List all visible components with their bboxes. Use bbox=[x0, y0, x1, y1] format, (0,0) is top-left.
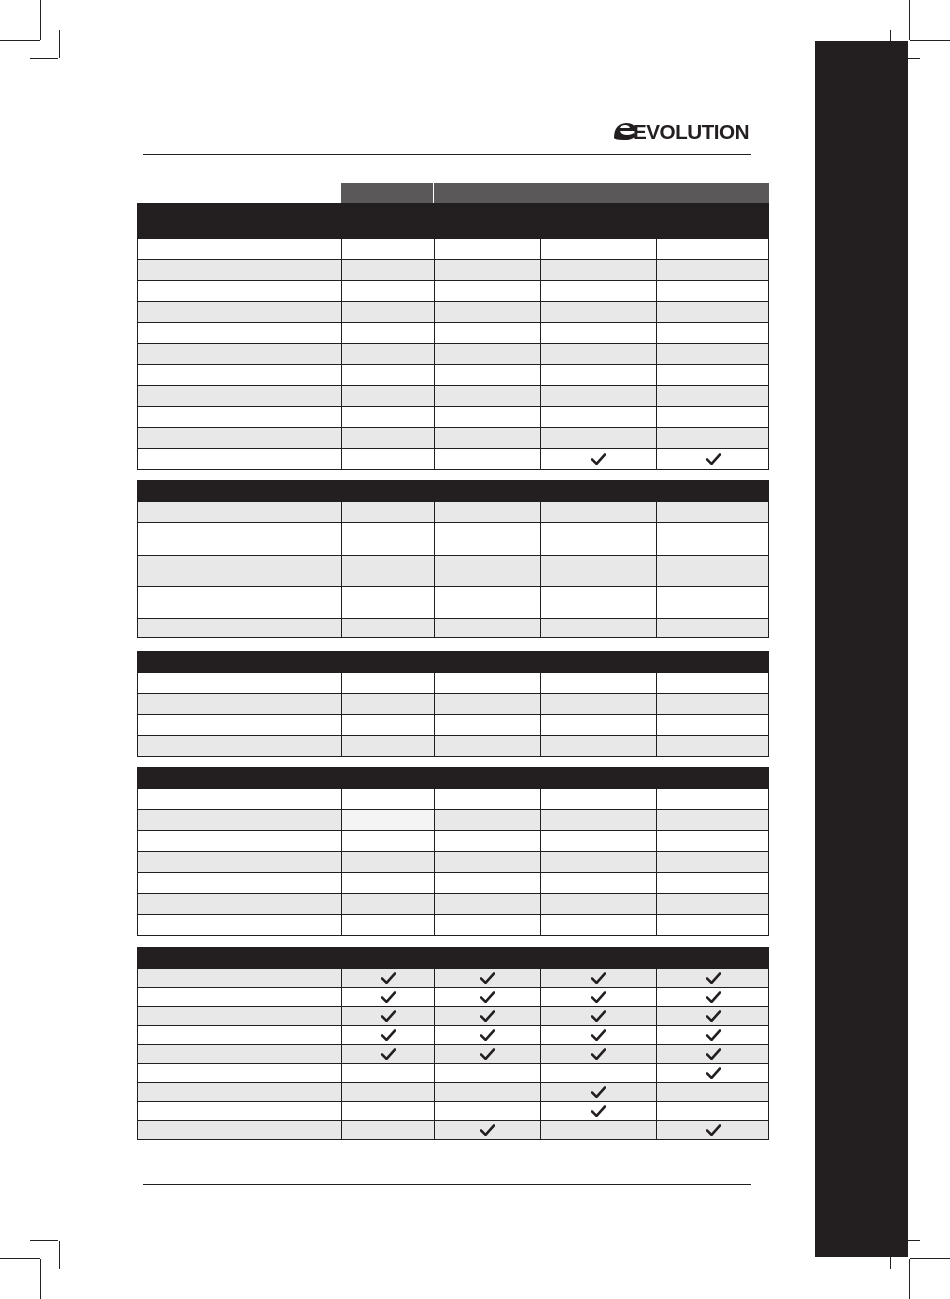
value-cell bbox=[434, 587, 540, 618]
table-row bbox=[137, 556, 769, 587]
value-cell bbox=[656, 1102, 769, 1120]
value-cell bbox=[434, 1102, 540, 1120]
value-cell bbox=[341, 323, 434, 343]
value-cell bbox=[656, 502, 769, 522]
value-cell bbox=[434, 260, 540, 280]
value-cell bbox=[656, 1026, 769, 1044]
table-row bbox=[137, 323, 769, 344]
table-row bbox=[137, 873, 769, 894]
value-cell bbox=[341, 969, 434, 987]
value-cell bbox=[434, 673, 540, 693]
row-label-cell bbox=[137, 281, 341, 301]
value-cell bbox=[434, 344, 540, 364]
value-cell bbox=[341, 502, 434, 522]
value-cell bbox=[656, 260, 769, 280]
value-cell bbox=[540, 736, 656, 756]
value-cell bbox=[434, 873, 540, 893]
row-label-cell bbox=[137, 587, 341, 618]
row-label-cell bbox=[137, 969, 341, 987]
value-cell bbox=[434, 1045, 540, 1063]
row-label-cell bbox=[137, 831, 341, 851]
value-cell bbox=[540, 523, 656, 555]
value-cell bbox=[656, 915, 769, 935]
section-header-band bbox=[137, 651, 769, 673]
value-cell bbox=[656, 736, 769, 756]
value-cell bbox=[434, 281, 540, 301]
value-cell bbox=[540, 831, 656, 851]
value-cell bbox=[540, 1064, 656, 1082]
table-row bbox=[137, 302, 769, 323]
value-cell bbox=[656, 365, 769, 385]
value-cell bbox=[656, 1007, 769, 1025]
row-label-cell bbox=[137, 1083, 341, 1101]
value-cell bbox=[540, 1007, 656, 1025]
check-icon bbox=[591, 1086, 606, 1098]
table-row bbox=[137, 852, 769, 873]
value-cell bbox=[656, 810, 769, 830]
table-row bbox=[137, 386, 769, 407]
value-cell bbox=[434, 323, 540, 343]
value-cell bbox=[540, 260, 656, 280]
value-cell bbox=[656, 1083, 769, 1101]
value-cell bbox=[540, 789, 656, 809]
value-cell bbox=[434, 810, 540, 830]
table-row bbox=[137, 915, 769, 936]
value-cell bbox=[656, 344, 769, 364]
table-row bbox=[137, 810, 769, 831]
value-cell bbox=[540, 502, 656, 522]
check-icon bbox=[591, 453, 606, 465]
value-cell bbox=[656, 1121, 769, 1139]
value-cell bbox=[434, 239, 540, 259]
check-icon bbox=[480, 1048, 495, 1060]
value-cell bbox=[540, 556, 656, 586]
value-cell bbox=[540, 386, 656, 406]
table-row bbox=[137, 1121, 769, 1140]
value-cell bbox=[341, 556, 434, 586]
check-icon bbox=[591, 1010, 606, 1022]
check-icon bbox=[480, 1124, 495, 1136]
value-cell bbox=[341, 1121, 434, 1139]
check-icon bbox=[480, 972, 495, 984]
row-label-cell bbox=[137, 894, 341, 914]
row-label-cell bbox=[137, 1045, 341, 1063]
check-icon bbox=[591, 1105, 606, 1117]
table-row bbox=[137, 281, 769, 302]
table-row bbox=[137, 1045, 769, 1064]
value-cell bbox=[434, 1064, 540, 1082]
value-cell bbox=[341, 428, 434, 448]
row-label-cell bbox=[137, 852, 341, 872]
check-icon bbox=[591, 972, 606, 984]
value-cell bbox=[656, 894, 769, 914]
table-row bbox=[137, 523, 769, 556]
row-label-cell bbox=[137, 789, 341, 809]
crop-mark bbox=[40, 1259, 41, 1299]
value-cell bbox=[434, 1083, 540, 1101]
value-cell bbox=[656, 281, 769, 301]
row-label-cell bbox=[137, 810, 341, 830]
value-cell bbox=[540, 1102, 656, 1120]
value-cell bbox=[434, 1026, 540, 1044]
value-cell bbox=[341, 1026, 434, 1044]
crop-mark bbox=[40, 0, 41, 40]
side-tab bbox=[815, 41, 908, 1257]
table-row bbox=[137, 1026, 769, 1045]
value-cell bbox=[540, 344, 656, 364]
check-icon bbox=[706, 453, 721, 465]
value-cell bbox=[434, 894, 540, 914]
value-cell bbox=[656, 969, 769, 987]
crop-mark bbox=[910, 40, 950, 41]
table-row bbox=[137, 239, 769, 260]
value-cell bbox=[341, 831, 434, 851]
row-label-cell bbox=[137, 988, 341, 1006]
value-cell bbox=[540, 1026, 656, 1044]
value-cell bbox=[341, 281, 434, 301]
value-cell bbox=[434, 302, 540, 322]
value-cell bbox=[341, 736, 434, 756]
value-cell bbox=[434, 969, 540, 987]
row-label-cell bbox=[137, 694, 341, 714]
value-cell bbox=[540, 810, 656, 830]
value-cell bbox=[341, 1083, 434, 1101]
row-label-cell bbox=[137, 239, 341, 259]
value-cell bbox=[434, 915, 540, 935]
check-icon bbox=[591, 991, 606, 1003]
check-icon bbox=[381, 1010, 396, 1022]
logo-wordmark: EVOLUTION bbox=[633, 122, 750, 144]
value-cell bbox=[656, 449, 769, 469]
section-header-band bbox=[137, 947, 769, 969]
row-label-cell bbox=[137, 260, 341, 280]
value-cell bbox=[341, 1007, 434, 1025]
check-icon bbox=[381, 991, 396, 1003]
check-icon bbox=[706, 1010, 721, 1022]
check-icon bbox=[381, 1048, 396, 1060]
value-cell bbox=[434, 449, 540, 469]
crop-mark bbox=[30, 58, 58, 59]
column-group-header-a bbox=[341, 183, 433, 204]
row-label-cell bbox=[137, 1121, 341, 1139]
row-label-cell bbox=[137, 873, 341, 893]
value-cell bbox=[656, 302, 769, 322]
table-row bbox=[137, 831, 769, 852]
value-cell bbox=[540, 281, 656, 301]
value-cell bbox=[540, 969, 656, 987]
value-cell bbox=[656, 386, 769, 406]
table-row bbox=[137, 365, 769, 386]
check-icon bbox=[706, 1124, 721, 1136]
value-cell bbox=[540, 449, 656, 469]
table-row bbox=[137, 988, 769, 1007]
section-header-band bbox=[137, 480, 769, 502]
table-row bbox=[137, 969, 769, 988]
value-cell bbox=[656, 428, 769, 448]
value-cell bbox=[656, 694, 769, 714]
table-row bbox=[137, 1064, 769, 1083]
row-label-cell bbox=[137, 407, 341, 427]
row-label-cell bbox=[137, 386, 341, 406]
value-cell bbox=[656, 523, 769, 555]
table-row bbox=[137, 715, 769, 736]
table-row bbox=[137, 673, 769, 694]
check-icon bbox=[381, 1029, 396, 1041]
value-cell bbox=[341, 873, 434, 893]
value-cell bbox=[341, 344, 434, 364]
table-row bbox=[137, 694, 769, 715]
value-cell bbox=[540, 407, 656, 427]
check-icon bbox=[706, 991, 721, 1003]
crop-mark bbox=[0, 1258, 40, 1259]
crop-mark bbox=[59, 1241, 60, 1269]
crop-mark bbox=[909, 1259, 910, 1299]
value-cell bbox=[540, 915, 656, 935]
value-cell bbox=[540, 428, 656, 448]
value-cell bbox=[656, 323, 769, 343]
value-cell bbox=[434, 831, 540, 851]
row-label-cell bbox=[137, 302, 341, 322]
value-cell bbox=[656, 1064, 769, 1082]
value-cell bbox=[656, 239, 769, 259]
table-row bbox=[137, 736, 769, 757]
value-cell bbox=[341, 852, 434, 872]
value-cell bbox=[656, 831, 769, 851]
value-cell bbox=[341, 386, 434, 406]
value-cell bbox=[434, 523, 540, 555]
check-icon bbox=[591, 1029, 606, 1041]
crop-mark bbox=[0, 40, 40, 41]
check-icon bbox=[381, 972, 396, 984]
check-icon bbox=[480, 1029, 495, 1041]
header-rule bbox=[143, 154, 751, 155]
row-label-cell bbox=[137, 449, 341, 469]
check-icon bbox=[480, 1010, 495, 1022]
footer-rule bbox=[143, 1184, 751, 1185]
table-row bbox=[137, 619, 769, 638]
value-cell bbox=[540, 619, 656, 637]
value-cell bbox=[540, 715, 656, 735]
value-cell bbox=[540, 988, 656, 1006]
table-row bbox=[137, 587, 769, 619]
value-cell bbox=[540, 694, 656, 714]
value-cell bbox=[540, 873, 656, 893]
value-cell bbox=[341, 673, 434, 693]
value-cell bbox=[434, 988, 540, 1006]
table-row bbox=[137, 1102, 769, 1121]
row-label-cell bbox=[137, 1102, 341, 1120]
table-row bbox=[137, 428, 769, 449]
column-group-header-b bbox=[434, 183, 769, 204]
value-cell bbox=[434, 736, 540, 756]
value-cell bbox=[341, 302, 434, 322]
value-cell bbox=[540, 894, 656, 914]
value-cell bbox=[341, 260, 434, 280]
value-cell bbox=[656, 1045, 769, 1063]
value-cell bbox=[341, 1045, 434, 1063]
value-cell bbox=[656, 587, 769, 618]
value-cell bbox=[434, 715, 540, 735]
check-icon bbox=[706, 1029, 721, 1041]
row-label-cell bbox=[137, 673, 341, 693]
value-cell bbox=[341, 915, 434, 935]
value-cell bbox=[341, 619, 434, 637]
value-cell bbox=[540, 852, 656, 872]
crop-mark bbox=[30, 1240, 58, 1241]
value-cell bbox=[341, 988, 434, 1006]
value-cell bbox=[341, 789, 434, 809]
table-row bbox=[137, 344, 769, 365]
table-row bbox=[137, 449, 769, 470]
row-label-cell bbox=[137, 915, 341, 935]
value-cell bbox=[434, 789, 540, 809]
table-row bbox=[137, 502, 769, 523]
row-label-cell bbox=[137, 502, 341, 522]
value-cell bbox=[434, 556, 540, 586]
value-cell bbox=[341, 694, 434, 714]
value-cell bbox=[540, 302, 656, 322]
value-cell bbox=[540, 1121, 656, 1139]
section-header-band bbox=[137, 767, 769, 789]
row-label-cell bbox=[137, 344, 341, 364]
value-cell bbox=[656, 619, 769, 637]
row-label-cell bbox=[137, 523, 341, 555]
row-label-cell bbox=[137, 1064, 341, 1082]
value-cell bbox=[540, 1045, 656, 1063]
value-cell bbox=[434, 386, 540, 406]
value-cell bbox=[434, 694, 540, 714]
value-cell bbox=[656, 407, 769, 427]
value-cell bbox=[540, 239, 656, 259]
section-header-band bbox=[137, 203, 769, 239]
table-row bbox=[137, 1007, 769, 1026]
table-row bbox=[137, 1083, 769, 1102]
evolution-logo bbox=[612, 114, 754, 144]
table-row bbox=[137, 894, 769, 915]
value-cell bbox=[656, 556, 769, 586]
value-cell bbox=[341, 407, 434, 427]
crop-mark bbox=[909, 0, 910, 40]
check-icon bbox=[706, 972, 721, 984]
row-label-cell bbox=[137, 428, 341, 448]
check-icon bbox=[480, 991, 495, 1003]
value-cell bbox=[341, 449, 434, 469]
value-cell bbox=[434, 619, 540, 637]
value-cell bbox=[656, 789, 769, 809]
table-row bbox=[137, 260, 769, 281]
check-icon bbox=[591, 1048, 606, 1060]
value-cell bbox=[341, 587, 434, 618]
row-label-cell bbox=[137, 619, 341, 637]
value-cell bbox=[540, 365, 656, 385]
table-row bbox=[137, 407, 769, 428]
check-icon bbox=[706, 1067, 721, 1079]
value-cell bbox=[341, 810, 434, 830]
value-cell bbox=[434, 1007, 540, 1025]
value-cell bbox=[656, 673, 769, 693]
crop-mark bbox=[59, 30, 60, 58]
row-label-cell bbox=[137, 323, 341, 343]
value-cell bbox=[540, 1083, 656, 1101]
value-cell bbox=[341, 715, 434, 735]
row-label-cell bbox=[137, 715, 341, 735]
value-cell bbox=[656, 852, 769, 872]
row-label-cell bbox=[137, 365, 341, 385]
row-label-cell bbox=[137, 736, 341, 756]
value-cell bbox=[656, 988, 769, 1006]
value-cell bbox=[341, 523, 434, 555]
crop-mark bbox=[910, 1258, 950, 1259]
value-cell bbox=[434, 407, 540, 427]
value-cell bbox=[540, 587, 656, 618]
value-cell bbox=[434, 852, 540, 872]
row-label-cell bbox=[137, 1007, 341, 1025]
value-cell bbox=[341, 1064, 434, 1082]
value-cell bbox=[656, 715, 769, 735]
value-cell bbox=[341, 239, 434, 259]
row-label-cell bbox=[137, 556, 341, 586]
table-row bbox=[137, 789, 769, 810]
value-cell bbox=[341, 365, 434, 385]
value-cell bbox=[341, 1102, 434, 1120]
value-cell bbox=[434, 502, 540, 522]
value-cell bbox=[434, 1121, 540, 1139]
check-icon bbox=[706, 1048, 721, 1060]
row-label-cell bbox=[137, 1026, 341, 1044]
value-cell bbox=[341, 894, 434, 914]
value-cell bbox=[434, 428, 540, 448]
value-cell bbox=[540, 673, 656, 693]
value-cell bbox=[540, 323, 656, 343]
value-cell bbox=[434, 365, 540, 385]
value-cell bbox=[656, 873, 769, 893]
